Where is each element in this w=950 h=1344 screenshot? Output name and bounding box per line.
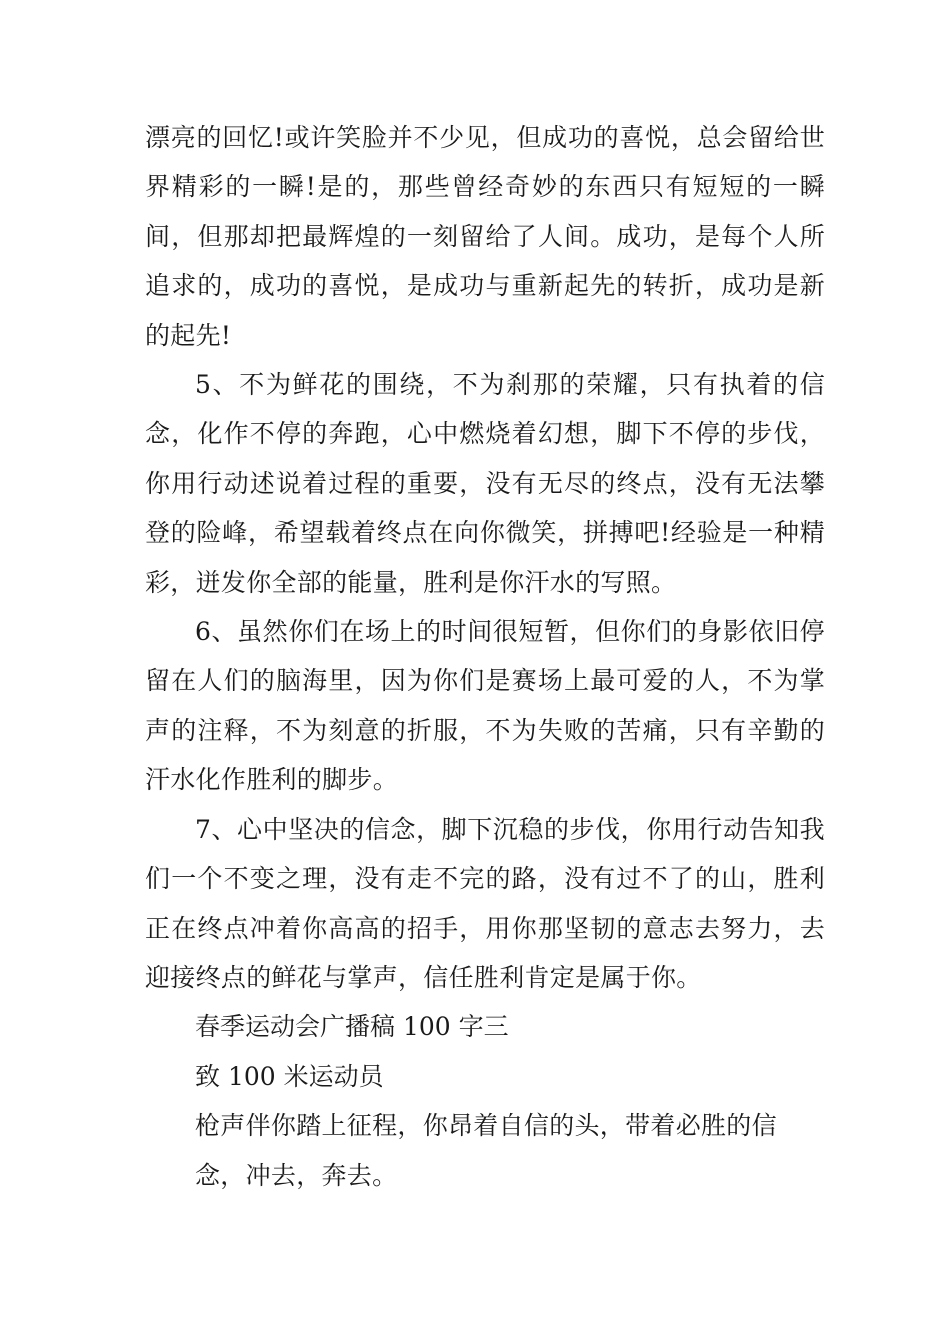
paragraph-continuation: 漂亮的回忆!或许笑脸并不少见，但成功的喜悦，总会留给世界精彩的一瞬!是的，那些曾经奇妙的东西只有短短的一瞬间，但那却把最辉煌的一刻留给了人间。成功，是每个人所追求的，成功的喜悦，是成功与重新起先的转折，成功是新的起先! <box>145 123 825 350</box>
section-title: 春季运动会广播稿 100 字三 <box>195 1012 509 1042</box>
document-body <box>145 113 825 1200</box>
paragraph-item-6: 6、虽然你们在场上的时间很短暂，但你们的身影依旧停留在人们的脑海里，因为你们是赛场上最可爱的人，不为掌声的注释，不为刻意的折服，不为失败的苦痛，只有辛勤的汗水化作胜利的脚步。 <box>145 617 825 795</box>
closing-paragraph: 枪声伴你踏上征程，你昂着自信的头，带着必胜的信念，冲去，奔去。 <box>195 1111 777 1190</box>
section-subtitle: 致 100 米运动员 <box>195 1061 384 1091</box>
paragraph-item-7: 7、心中坚决的信念，脚下沉稳的步伐，你用行动告知我们一个不变之理，没有走不完的路，没有过不了的山，胜利正在终点冲着你高高的招手，用你那坚韧的意志去努力，去迎接终点的鲜花与掌声，信任胜利肯定是属于你。 <box>145 814 825 992</box>
paragraph-item-5: 5、不为鲜花的围绕，不为刹那的荣耀，只有执着的信念，化作不停的奔跑，心中燃烧着幻想，脚下不停的步伐，你用行动述说着过程的重要，没有无尽的终点，没有无法攀登的险峰，希望载着终点在向你微笑，拼搏吧!经验是一种精彩，迸发你全部的能量，胜利是你汗水的写照。 <box>145 370 825 597</box>
